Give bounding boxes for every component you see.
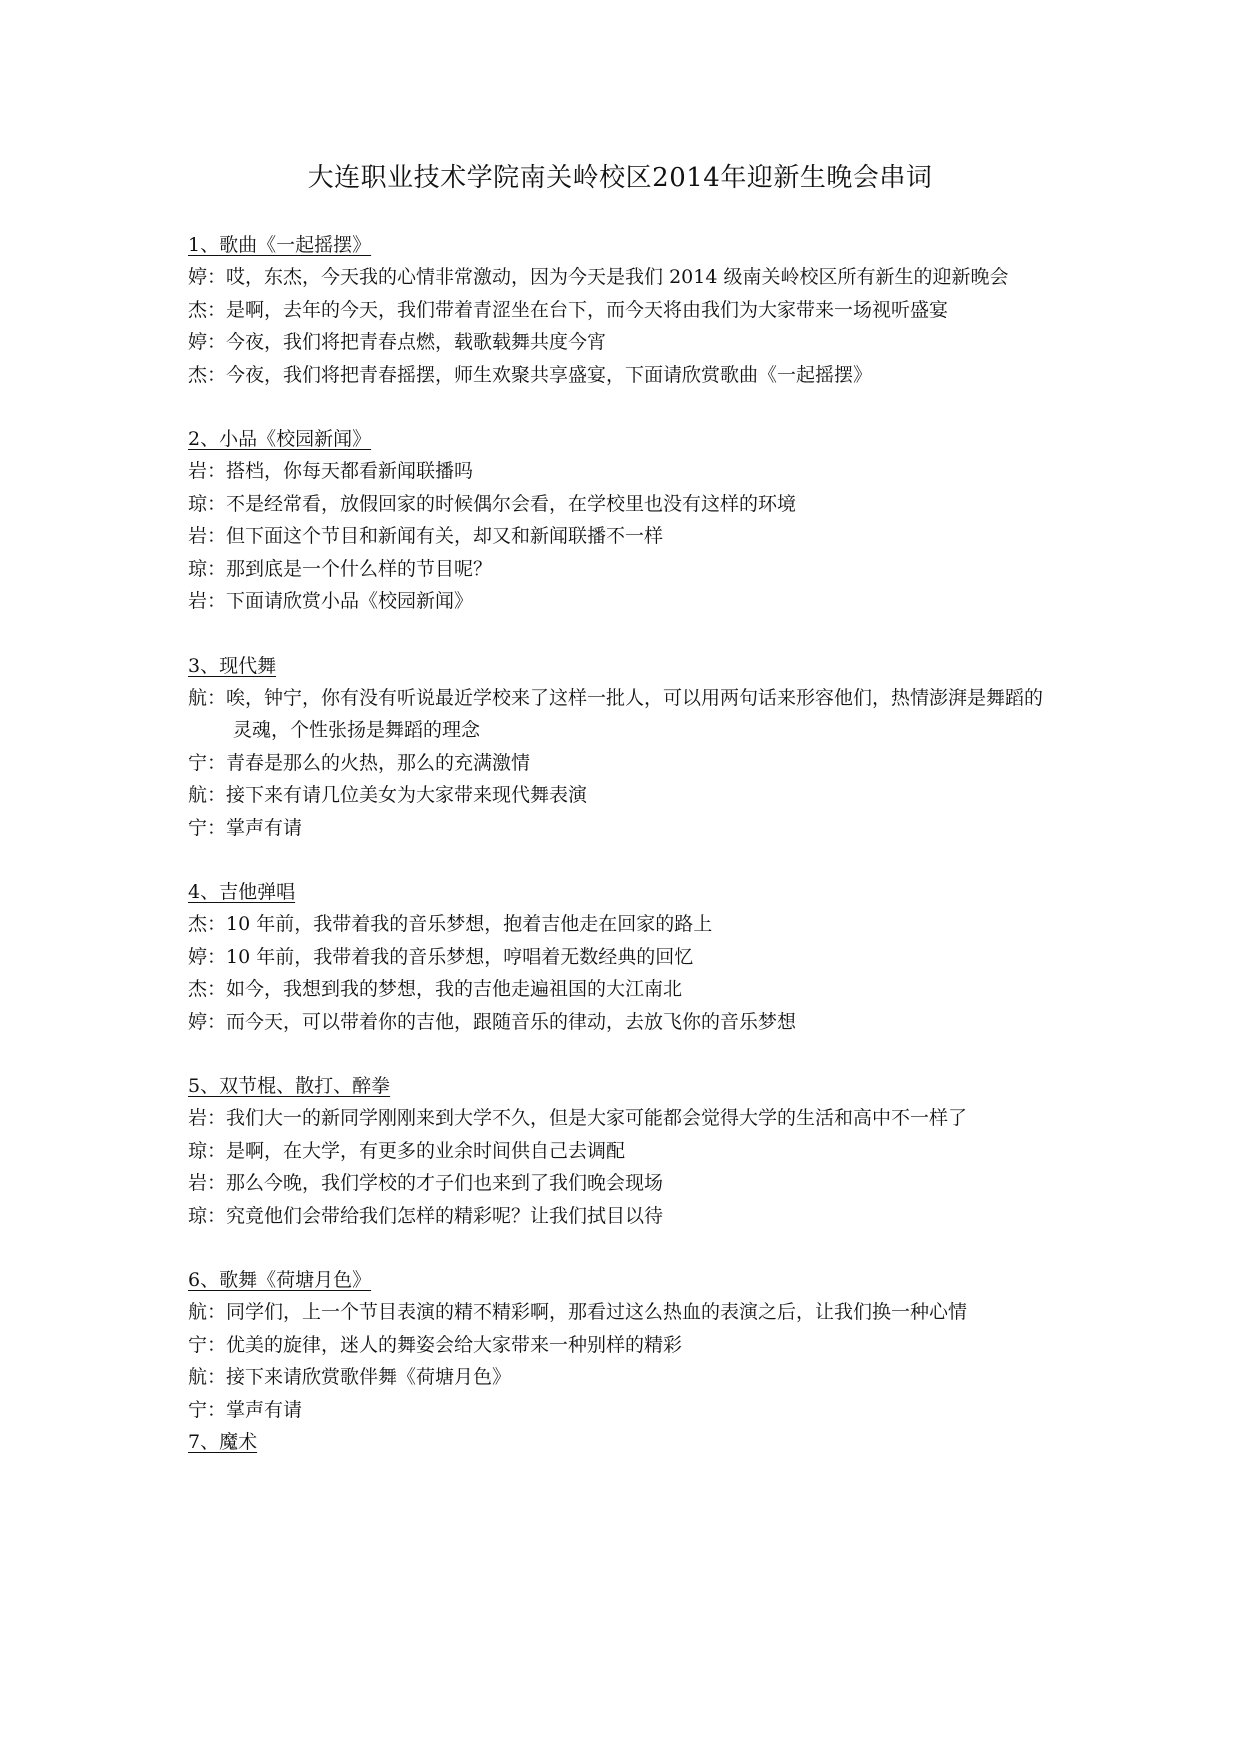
speaker-name: 宁	[188, 1398, 208, 1421]
dialogue-line	[188, 488, 1058, 521]
speaker-name: 杰	[188, 298, 208, 321]
program-section	[188, 1264, 1058, 1426]
speaker-separator: ：	[207, 266, 227, 288]
speaker-name: 岩	[188, 460, 208, 482]
speaker-name: 宁	[188, 1333, 208, 1356]
speaker-name: 岩	[188, 1172, 208, 1194]
dialogue-line	[188, 294, 1058, 327]
dialogue-line	[188, 1361, 1058, 1394]
speaker-name: 婷	[188, 331, 208, 353]
dialogue-line	[188, 585, 1058, 618]
section-heading: 1、歌曲《一起摇摆》	[188, 234, 372, 256]
dialogue-text: 是啊，在大学，有更多的业余时间供自己去调配	[226, 1139, 626, 1162]
dialogue-text: 但下面这个节目和新闻有关，却又和新闻联播不一样	[226, 525, 664, 547]
dialogue-line	[188, 455, 1058, 488]
dialogue-text: 同学们，上一个节目表演的精不精彩啊，那看过这么热血的表演之后，让我们换一种心情	[226, 1301, 968, 1323]
speaker-separator: ：	[207, 363, 227, 386]
speaker-separator: ：	[207, 590, 227, 612]
speaker-name: 婷	[188, 266, 208, 288]
dialogue-line	[188, 1200, 1058, 1233]
dialogue-text: 掌声有请	[226, 816, 303, 839]
speaker-name: 航	[188, 1366, 208, 1388]
dialogue-line	[188, 1167, 1058, 1200]
speaker-separator: ：	[207, 1010, 227, 1033]
section-heading: 6、歌舞《荷塘月色》	[188, 1269, 372, 1291]
speaker-name: 杰	[188, 913, 208, 935]
speaker-name: 航	[188, 784, 208, 806]
dialogue-line	[188, 359, 1058, 392]
dialogue-text: 而今天，可以带着你的吉他，跟随音乐的律动，去放飞你的音乐梦想	[226, 1010, 797, 1033]
dialogue-line	[188, 973, 1058, 1006]
speaker-separator: ：	[207, 816, 227, 839]
section-heading: 3、现代舞	[188, 654, 277, 677]
speaker-name: 琼	[188, 1139, 208, 1162]
speaker-separator: ：	[207, 460, 227, 482]
dialogue-text: 今夜，我们将把青春点燃，载歌载舞共度今宵	[226, 331, 607, 353]
speaker-name: 杰	[188, 978, 208, 1000]
section-heading: 5、双节棍、散打、醉拳	[188, 1075, 391, 1097]
dialogue-line	[188, 812, 1058, 845]
dialogue-line	[188, 1006, 1058, 1039]
dialogue-text: 如今，我想到我的梦想，我的吉他走遍祖国的大江南北	[226, 978, 683, 1000]
speaker-separator: ：	[207, 978, 227, 1000]
speaker-separator: ：	[207, 1333, 227, 1356]
dialogue-line	[188, 779, 1058, 812]
speaker-name: 琼	[188, 557, 208, 580]
dialogue-text: 究竟他们会带给我们怎样的精彩呢？让我们拭目以待	[226, 1204, 664, 1227]
speaker-separator: ：	[207, 1204, 227, 1227]
speaker-separator: ：	[207, 492, 227, 515]
program-section	[188, 229, 1058, 391]
speaker-separator: ：	[207, 751, 227, 774]
dialogue-line	[188, 1394, 1058, 1427]
dialogue-line	[188, 1296, 1058, 1329]
speaker-name: 婷	[188, 1010, 208, 1033]
speaker-separator: ：	[207, 784, 227, 806]
speaker-separator: ：	[207, 557, 227, 580]
dialogue-text: 那到底是一个什么样的节目呢？	[226, 557, 493, 580]
speaker-name: 杰	[188, 363, 208, 386]
dialogue-line	[188, 941, 1058, 974]
dialogue-text: 不是经常看，放假回家的时候偶尔会看，在学校里也没有这样的环境	[226, 492, 797, 515]
dialogue-line	[188, 1329, 1058, 1362]
document-body	[188, 229, 1058, 1458]
dialogue-text: 青春是那么的火热，那么的充满激情	[226, 751, 531, 774]
program-section	[188, 876, 1058, 1038]
speaker-name: 琼	[188, 492, 208, 515]
speaker-name: 岩	[188, 590, 208, 612]
speaker-separator: ：	[207, 1398, 227, 1421]
section-heading: 7、魔术	[188, 1431, 258, 1453]
program-section	[188, 423, 1058, 618]
speaker-separator: ：	[207, 913, 227, 935]
document-title: 大连职业技术学院南关岭校区2014年迎新生晚会串词	[307, 163, 933, 193]
speaker-name: 宁	[188, 751, 208, 774]
speaker-name: 岩	[188, 525, 208, 547]
dialogue-line	[188, 520, 1058, 553]
dialogue-text: 今夜，我们将把青春摇摆，师生欢聚共享盛宴，下面请欣赏歌曲《一起摇摆》	[226, 363, 873, 386]
program-section	[188, 1070, 1058, 1232]
speaker-name: 航	[188, 1301, 208, 1323]
dialogue-line	[188, 908, 1058, 941]
speaker-separator: ：	[207, 1301, 227, 1323]
dialogue-text: 10 年前，我带着我的音乐梦想，哼唱着无数经典的回忆	[226, 945, 694, 968]
program-section	[188, 1426, 1058, 1458]
dialogue-line	[188, 682, 1058, 747]
dialogue-text: 那么今晚，我们学校的才子们也来到了我们晚会现场	[226, 1172, 664, 1194]
dialogue-line	[188, 326, 1058, 359]
dialogue-line	[188, 1102, 1058, 1135]
speaker-separator: ：	[207, 1107, 227, 1129]
section-heading: 4、吉他弹唱	[188, 881, 296, 903]
program-section	[188, 650, 1058, 845]
dialogue-text: 搭档，你每天都看新闻联播吗	[226, 460, 474, 482]
speaker-name: 航	[188, 686, 208, 709]
speaker-name: 婷	[188, 945, 208, 968]
dialogue-text: 哎，东杰，今天我的心情非常激动，因为今天是我们 2014 级南关岭校区所有新生的迎新晚会	[226, 266, 1009, 288]
dialogue-text: 优美的旋律，迷人的舞姿会给大家带来一种别样的精彩	[226, 1333, 683, 1356]
speaker-separator: ：	[207, 1172, 227, 1194]
dialogue-text: 接下来请欣赏歌伴舞《荷塘月色》	[226, 1366, 512, 1388]
dialogue-text: 我们大一的新同学刚刚来到大学不久，但是大家可能都会觉得大学的生活和高中不一样了	[226, 1107, 968, 1129]
speaker-separator: ：	[207, 525, 227, 547]
dialogue-line	[188, 747, 1058, 780]
speaker-separator: ：	[207, 1139, 227, 1162]
dialogue-text: 掌声有请	[226, 1398, 303, 1421]
dialogue-text: 接下来有请几位美女为大家带来现代舞表演	[226, 784, 588, 806]
dialogue-text: 是啊，去年的今天，我们带着青涩坐在台下，而今天将由我们为大家带来一场视听盛宴	[226, 298, 949, 321]
speaker-name: 宁	[188, 816, 208, 839]
speaker-separator: ：	[207, 945, 227, 968]
dialogue-line	[188, 553, 1058, 586]
dialogue-text: 10 年前，我带着我的音乐梦想，抱着吉他走在回家的路上	[226, 913, 713, 935]
speaker-name: 岩	[188, 1107, 208, 1129]
dialogue-text: 下面请欣赏小品《校园新闻》	[226, 590, 474, 612]
section-heading: 2、小品《校园新闻》	[188, 428, 372, 450]
dialogue-line	[188, 261, 1058, 294]
speaker-name: 琼	[188, 1204, 208, 1227]
dialogue-text: 唉，钟宁，你有没有听说最近学校来了这样一批人，可以用两句话来形容他们，热情澎湃是舞蹈的灵魂，个性张扬是舞蹈的理念	[226, 686, 1044, 741]
speaker-separator: ：	[207, 298, 227, 321]
speaker-separator: ：	[207, 1366, 227, 1388]
dialogue-line	[188, 1135, 1058, 1168]
speaker-separator: ：	[207, 331, 227, 353]
speaker-separator: ：	[207, 686, 227, 709]
